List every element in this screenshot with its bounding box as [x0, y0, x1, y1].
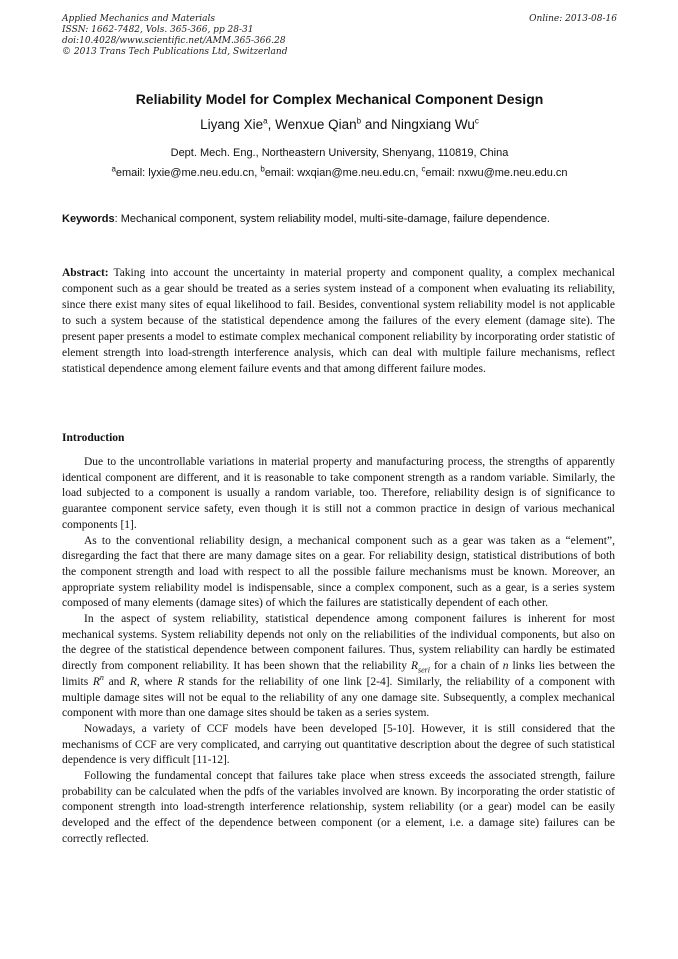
email-entry: email: lyxie@me.neu.edu.cn, — [115, 167, 261, 179]
author-affil-mark: c — [474, 116, 479, 126]
author-affil-mark: b — [356, 116, 362, 126]
abstract-text: Taking into account the uncertainty in material property and component quality, a complex mechanical component such as a gear should be treated as a series system instead of a component when evaluating its reliability, since there exist many sites of equal likelihood to fail. Besides, conventional system reliability model is not applicable to such a system because of the statistical dependence among the failures of the every element (damage site). The present paper presents a model to estimate complex mechanical component reliability by incorporating order statistic of element strength into load-strength interference analysis, which can deal with multiple failure mechanisms, reflect statistical dependence among element failure events and that among different failure modes. — [62, 267, 615, 375]
math-symbol: R — [177, 675, 185, 688]
affiliation: Dept. Mech. Eng., Northeastern University, Shenyang, 110819, China — [170, 147, 509, 159]
paragraph: Due to the uncontrollable variations in material property and manufacturing process, the strengths of apparently identical component are different, and it is reasonable to take component strength as a random variable. Similarly, the load subjected to a component is usually a random variable, too. Therefore, reliability design is of significance to guarantee component service safety, even though it is still not a common practice in design of various mechanical components [1]. — [62, 456, 615, 531]
author-name: Liyang Xie — [200, 117, 264, 132]
text-run: In the aspect of system reliability, statistical dependence among component failures is inherent for most mechanical systems. System reliability depends not only on the reliabilities of the individual components, but also on the degree of the statistical dependence between component failures. Thus, system reliability can hardly be estimated directly from component reliability. It has been shown that the reliability — [62, 613, 615, 673]
email-mark: a — [111, 164, 116, 174]
author-separator: , — [267, 117, 276, 132]
math-symbol: n — [502, 660, 509, 673]
math-superscript: n — [99, 673, 104, 683]
journal-name: Applied Mechanics and Materials — [62, 14, 216, 24]
copyright-line: © 2013 Trans Tech Publications Ltd, Switzerland — [62, 47, 288, 57]
email-mark: c — [421, 164, 426, 174]
keywords-section — [62, 212, 615, 227]
email-list — [62, 166, 617, 180]
issn-line: ISSN: 1662-7482, Vols. 365-366, pp 28-31 — [62, 25, 254, 35]
email-mark: b — [260, 164, 265, 174]
text-run: for a chain of — [430, 660, 503, 673]
journal-header — [62, 14, 617, 58]
abstract-label: Abstract: — [62, 267, 109, 279]
abstract-section — [62, 265, 615, 377]
introduction-body — [62, 455, 615, 848]
section-heading-introduction: Introduction — [62, 432, 125, 444]
author-separator: and — [361, 117, 392, 132]
math-subscript: seri — [418, 665, 430, 675]
math-symbol: R — [92, 675, 100, 688]
paragraph — [62, 612, 615, 722]
paragraph: As to the conventional reliability design, a mechanical component such as a gear was taken as a “element”, disregarding the fact that there are many damage sites on a gear. For reliability design, statistical distributions of both the component strength and load with respect to all the possible failure mechanisms must be known. Moreover, an appropriate system reliability model is indispensable, since a complex component, such as a gear, is a series system composed of many elements (damage sites) of which the failures are statistically dependent of each other. — [62, 534, 615, 610]
author-name: Ningxiang Wu — [391, 117, 475, 132]
email-entry: email: nxwu@me.neu.edu.cn — [425, 167, 568, 179]
keywords-label: Keywords — [62, 213, 115, 225]
paragraph: Following the fundamental concept that failures take place when stress exceeds the associated strength, failure probability can be calculated when the pdfs of the variables involved are known. By incorporating the order statistic of component strength into load-strength interference relationship, system reliability (or a gear) model can be easily developed and the effect of the dependence between component (or a element, i.e. a damage site) failures can be correctly reflected. — [62, 770, 615, 845]
text-run: and — [103, 675, 130, 688]
author-list — [62, 116, 617, 134]
text-run: , where — [136, 675, 178, 688]
author-affil-mark: a — [263, 116, 268, 126]
math-symbol: R — [129, 675, 137, 688]
paper-title: Reliability Model for Complex Mechanical Component Design — [135, 91, 544, 107]
online-date: Online: 2013-08-16 — [529, 14, 617, 24]
doi-line: doi:10.4028/www.scientific.net/AMM.365-366.28 — [62, 36, 286, 46]
author-name: Wenxue Qian — [275, 117, 357, 132]
email-entry: email: wxqian@me.neu.edu.cn, — [264, 167, 422, 179]
math-symbol: R — [410, 660, 418, 673]
text-run: links lies between the limits — [62, 660, 615, 688]
paragraph: Nowadays, a variety of CCF models have been developed [5-10]. However, it is still considered that the mechanisms of CCF are very complicated, and carrying out quantitative description about the degree of such statistical dependence is very difficult [11-12]. — [62, 722, 615, 767]
keywords-text: : Mechanical component, system reliability model, multi-site-damage, failure dependence. — [114, 213, 550, 225]
text-run: stands for the reliability of one link [2-4]. Similarly, the reliability of a component with multiple damage sites will not be equal to the reliability of any one damage site. Subsequently, a complex mechanical component with more than one damage sites should be taken as a series system. — [62, 675, 616, 720]
